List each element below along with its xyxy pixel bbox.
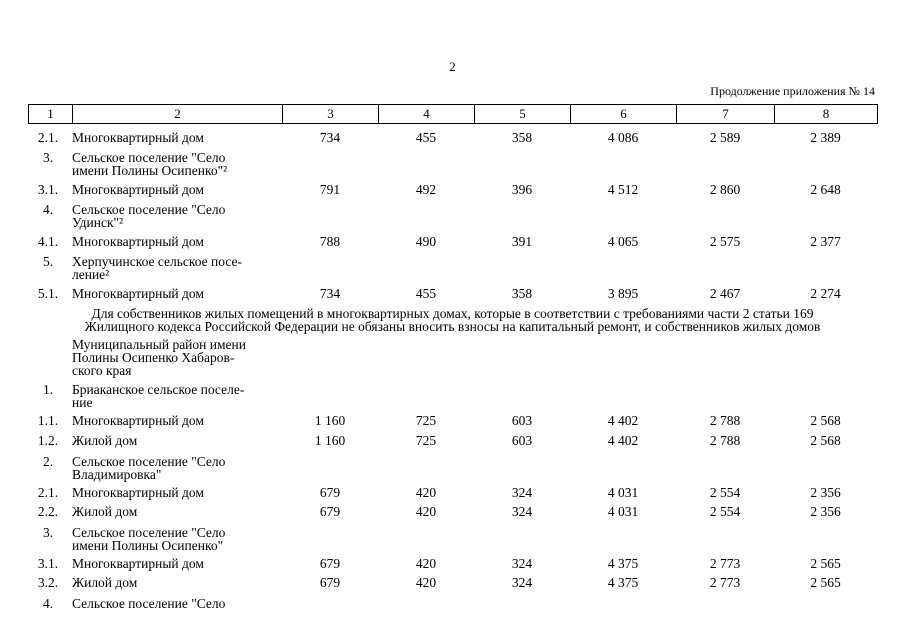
row-number: 3. bbox=[42, 525, 54, 540]
column-header-6: 6 bbox=[571, 105, 677, 124]
row-value-col-6: 4 031 bbox=[607, 485, 639, 500]
row-value-col-5: 391 bbox=[511, 234, 533, 249]
row-number: 4.1. bbox=[37, 234, 59, 249]
row-value-col-5: 603 bbox=[511, 413, 533, 428]
row-number: 3.2. bbox=[37, 575, 59, 590]
row-number: 4. bbox=[42, 202, 54, 217]
row-value-col-7: 2 788 bbox=[709, 433, 741, 448]
column-header-5: 5 bbox=[475, 105, 571, 124]
row-value-col-4: 420 bbox=[415, 485, 437, 500]
row-value-col-4: 455 bbox=[415, 130, 437, 145]
row-value-col-8: 2 568 bbox=[810, 433, 841, 448]
row-value-col-7: 2 554 bbox=[709, 485, 741, 500]
row-name: Многоквартирный дом bbox=[72, 130, 204, 145]
row-value-col-7: 2 860 bbox=[709, 182, 741, 197]
row-value-col-6: 4 512 bbox=[607, 182, 639, 197]
row-name: Многоквартирный дом bbox=[72, 286, 204, 301]
row-number: 2.2. bbox=[37, 504, 59, 519]
row-number: 5. bbox=[42, 254, 54, 269]
row-name: Многоквартирный дом bbox=[72, 485, 204, 500]
row-value-col-3: 679 bbox=[319, 556, 341, 571]
row-number: 1. bbox=[42, 382, 54, 397]
row-value-col-3: 1 160 bbox=[314, 413, 346, 428]
row-name: Сельское поселение "Село имени Полины Осипенко"² bbox=[72, 150, 228, 178]
row-number: 2. bbox=[42, 454, 54, 469]
row-value-col-8: 2 648 bbox=[810, 182, 841, 197]
row-value-col-6: 4 065 bbox=[607, 234, 639, 249]
column-header-8: 8 bbox=[775, 105, 878, 124]
row-value-col-6: 4 402 bbox=[607, 433, 639, 448]
row-value-col-3: 788 bbox=[319, 234, 341, 249]
row-value-col-8: 2 565 bbox=[810, 575, 841, 590]
row-value-col-3: 679 bbox=[319, 575, 341, 590]
row-value-col-6: 4 402 bbox=[607, 413, 639, 428]
row-value-col-6: 3 895 bbox=[607, 286, 639, 301]
row-number: 2.1. bbox=[37, 130, 59, 145]
row-value-col-4: 490 bbox=[415, 234, 437, 249]
column-header-7: 7 bbox=[677, 105, 775, 124]
page-number: 2 bbox=[449, 59, 456, 74]
column-header-4: 4 bbox=[379, 105, 475, 124]
row-name: Многоквартирный дом bbox=[72, 234, 204, 249]
column-header-3: 3 bbox=[283, 105, 379, 124]
section-note-line-1: Для собственников жилых помещений в многоквартирных домах, которые в соответствии с требованиями части 2 статьи 169 bbox=[91, 306, 814, 321]
row-value-col-4: 492 bbox=[415, 182, 437, 197]
row-value-col-5: 324 bbox=[511, 485, 533, 500]
row-value-col-7: 2 589 bbox=[709, 130, 741, 145]
column-header-2: 2 bbox=[73, 105, 283, 124]
row-number: 1.1. bbox=[37, 413, 59, 428]
row-value-col-5: 603 bbox=[511, 433, 533, 448]
row-name: Жилой дом bbox=[72, 433, 138, 448]
row-value-col-6: 4 086 bbox=[607, 130, 639, 145]
row-value-col-8: 2 389 bbox=[810, 130, 841, 145]
row-value-col-3: 734 bbox=[319, 286, 341, 301]
row-value-col-8: 2 377 bbox=[810, 234, 841, 249]
row-value-col-7: 2 773 bbox=[709, 575, 741, 590]
row-number: 3.1. bbox=[37, 556, 59, 571]
section-note-line-2: Жилищного кодекса Российской Федерации не обязаны вносить взносы на капитальный ремонт, и собственников жилых домов bbox=[84, 319, 821, 334]
row-name: Многоквартирный дом bbox=[72, 182, 204, 197]
row-value-col-3: 679 bbox=[319, 504, 341, 519]
row-value-col-7: 2 788 bbox=[709, 413, 741, 428]
continuation-label: Продолжение приложения № 14 bbox=[710, 84, 875, 98]
row-name: Жилой дом bbox=[72, 575, 138, 590]
row-value-col-5: 358 bbox=[511, 286, 533, 301]
row-value-col-5: 358 bbox=[511, 130, 533, 145]
row-value-col-5: 396 bbox=[511, 182, 533, 197]
row-number: 4. bbox=[42, 596, 54, 611]
row-name: Жилой дом bbox=[72, 504, 138, 519]
row-number: 1.2. bbox=[37, 433, 59, 448]
row-name: Сельское поселение "Село bbox=[72, 596, 226, 611]
row-value-col-6: 4 031 bbox=[607, 504, 639, 519]
row-value-col-7: 2 575 bbox=[709, 234, 741, 249]
row-value-col-8: 2 568 bbox=[810, 413, 841, 428]
row-number: 2.1. bbox=[37, 485, 59, 500]
row-value-col-8: 2 565 bbox=[810, 556, 841, 571]
row-value-col-8: 2 356 bbox=[810, 504, 841, 519]
row-value-col-3: 791 bbox=[319, 182, 341, 197]
row-number: 5.1. bbox=[37, 286, 59, 301]
row-number: 3. bbox=[42, 150, 54, 165]
row-value-col-8: 2 356 bbox=[810, 485, 841, 500]
row-name: Сельское поселение "Село Владимировка" bbox=[72, 454, 226, 482]
row-name: Сельское поселение "Село имени Полины Осипенко" bbox=[72, 525, 226, 553]
row-value-col-3: 734 bbox=[319, 130, 341, 145]
row-value-col-4: 420 bbox=[415, 504, 437, 519]
row-value-col-3: 679 bbox=[319, 485, 341, 500]
row-value-col-7: 2 467 bbox=[709, 286, 741, 301]
row-value-col-5: 324 bbox=[511, 556, 533, 571]
row-value-col-4: 455 bbox=[415, 286, 437, 301]
row-value-col-7: 2 773 bbox=[709, 556, 741, 571]
row-value-col-5: 324 bbox=[511, 504, 533, 519]
row-value-col-7: 2 554 bbox=[709, 504, 741, 519]
column-header-1: 1 bbox=[29, 105, 73, 124]
row-name: Многоквартирный дом bbox=[72, 556, 204, 571]
row-value-col-4: 420 bbox=[415, 556, 437, 571]
row-number: 3.1. bbox=[37, 182, 59, 197]
column-header-table bbox=[28, 104, 878, 124]
row-name: Многоквартирный дом bbox=[72, 413, 204, 428]
row-name: Бриаканское сельское поселе- ние bbox=[72, 382, 245, 410]
row-name: Херпучинское сельское посе- ление² bbox=[72, 254, 242, 282]
row-value-col-4: 420 bbox=[415, 575, 437, 590]
row-value-col-4: 725 bbox=[415, 433, 437, 448]
row-value-col-3: 1 160 bbox=[314, 433, 346, 448]
row-value-col-8: 2 274 bbox=[810, 286, 841, 301]
row-name: Сельское поселение "Село Удинск"² bbox=[72, 202, 226, 230]
column-header-row bbox=[29, 105, 878, 124]
row-value-col-4: 725 bbox=[415, 413, 437, 428]
row-value-col-5: 324 bbox=[511, 575, 533, 590]
row-value-col-6: 4 375 bbox=[607, 575, 639, 590]
row-name: Муниципальный район имени Полины Осипенко Хабаров- ского края bbox=[72, 337, 246, 378]
row-value-col-6: 4 375 bbox=[607, 556, 639, 571]
